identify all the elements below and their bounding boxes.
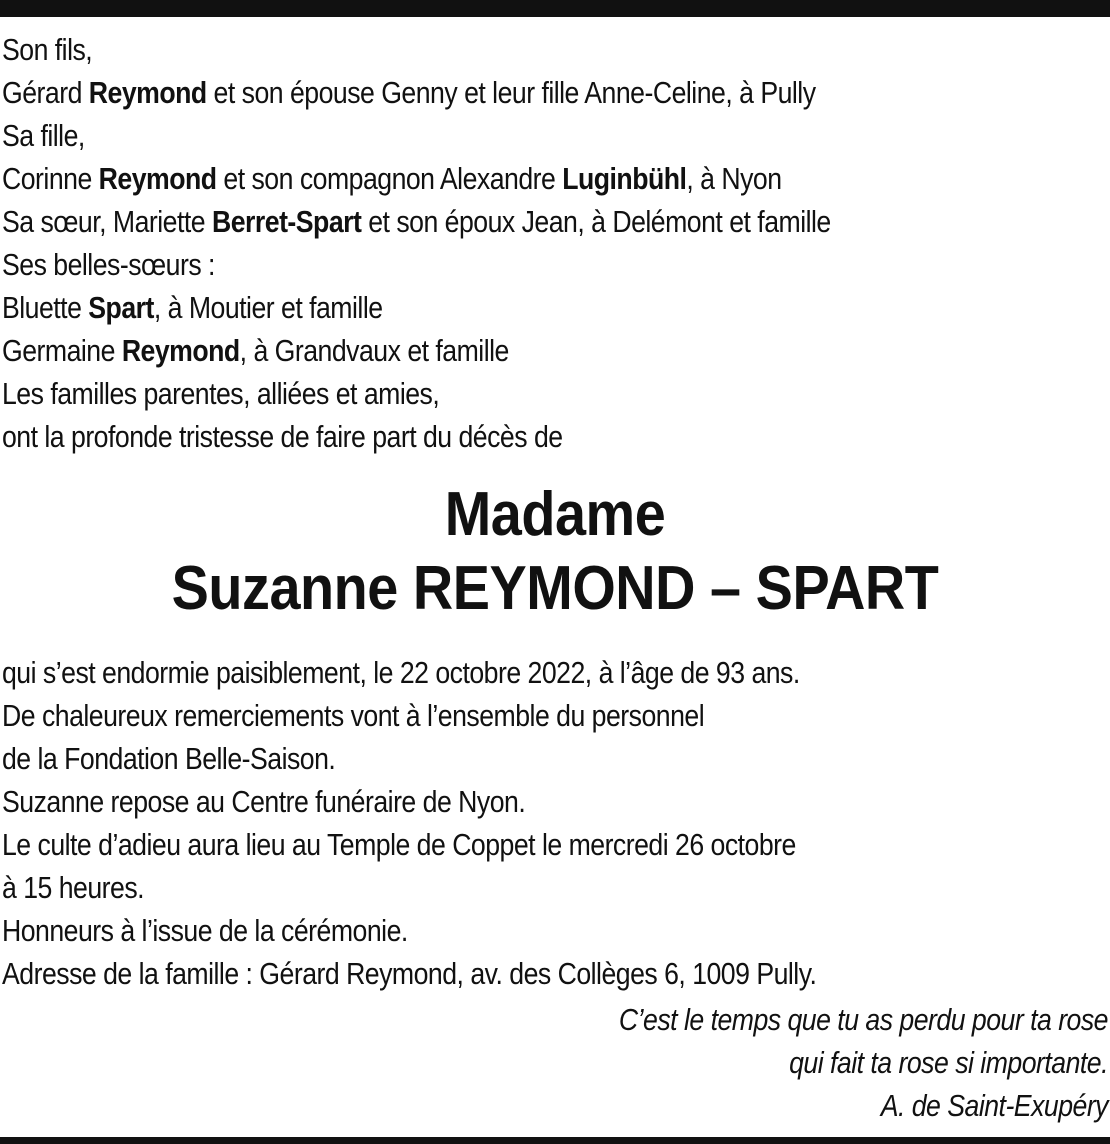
top-border-rule (0, 0, 1110, 17)
rest-place-line: Suzanne repose au Centre funéraire de Nyon. (2, 784, 526, 819)
sister-line: Sa sœur, Mariette Berret-Spart et son époux Jean, à Delémont et famille (2, 204, 831, 239)
passing-line: qui s’est endormie paisiblement, le 22 octobre 2022, à l’âge de 93 ans. (2, 655, 800, 690)
bluette-line: Bluette Spart, à Moutier et famille (2, 290, 383, 325)
son-label: Son fils, (2, 32, 93, 67)
quote-line-1: C’est le temps que tu as perdu pour ta rose (618, 1002, 1108, 1037)
germaine-line: Germaine Reymond, à Grandvaux et famille (2, 333, 509, 368)
quote-line-2: qui fait ta rose si importante. (789, 1045, 1108, 1080)
service-time-line: à 15 heures. (2, 870, 145, 905)
thanks-line: De chaleureux remerciements vont à l’ensemble du personnel (2, 698, 705, 733)
deceased-name-block (0, 478, 1110, 626)
daughter-line: Corinne Reymond et son compagnon Alexandre Luginbühl, à Nyon (2, 161, 782, 196)
family-list (2, 28, 1108, 458)
quote-author: A. de Saint-Exupéry (880, 1088, 1108, 1123)
quote-block (2, 998, 1108, 1127)
sisters-in-law-label: Ses belles-sœurs : (2, 247, 215, 282)
deceased-name: Suzanne REYMOND – SPART (171, 554, 939, 623)
honours-line: Honneurs à l’issue de la cérémonie. (2, 913, 408, 948)
deceased-title: Madame (444, 480, 666, 549)
announcement-line: ont la profonde tristesse de faire part du décès de (2, 419, 563, 454)
bottom-border-rule (0, 1137, 1110, 1144)
notice-body (2, 651, 1108, 995)
service-line: Le culte d’adieu aura lieu au Temple de Coppet le mercredi 26 octobre (2, 827, 796, 862)
daughter-label: Sa fille, (2, 118, 85, 153)
foundation-line: de la Fondation Belle-Saison. (2, 741, 336, 776)
relatives-line: Les familles parentes, alliées et amies, (2, 376, 440, 411)
family-address-line: Adresse de la famille : Gérard Reymond, av. des Collèges 6, 1009 Pully. (2, 956, 817, 991)
son-line: Gérard Reymond et son épouse Genny et leur fille Anne-Celine, à Pully (2, 75, 816, 110)
